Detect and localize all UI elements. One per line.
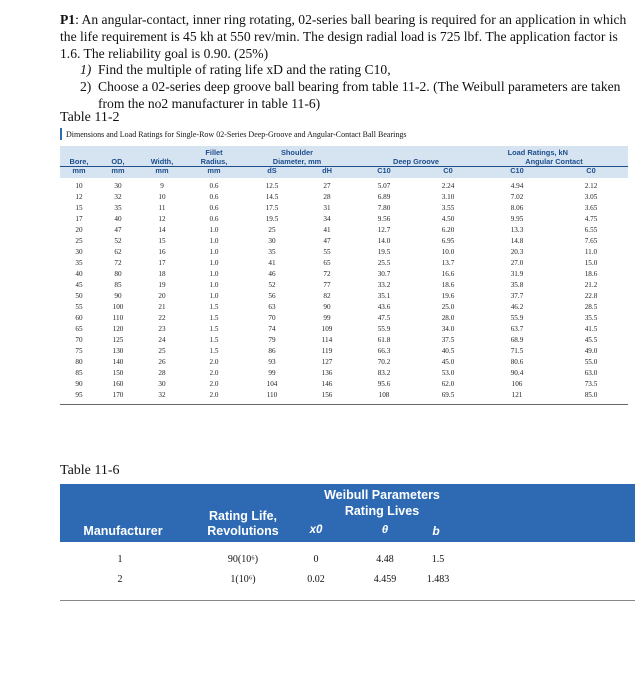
angular-c10-cell: 8.06	[510, 204, 524, 212]
bore-cell: 15	[75, 204, 83, 212]
table-11-6	[60, 484, 635, 602]
shoulder-ds-cell: 56	[268, 292, 276, 300]
deep-groove-c0-cell: 34.0	[441, 325, 455, 333]
shoulder-dh-cell: 65	[323, 259, 331, 267]
caption-accent-bar	[60, 128, 62, 140]
shoulder-dh-cell: 114	[321, 336, 333, 344]
deep-groove-c0-cell: 13.7	[441, 259, 455, 267]
problem-statement	[60, 12, 632, 113]
fillet-radius-cell: 1.0	[209, 237, 219, 245]
angular-c10-cell: 63.7	[510, 325, 524, 333]
table-11-2-body	[60, 178, 628, 405]
width-cell: 11	[158, 204, 166, 212]
problem-text: : An angular-contact, inner ring rotating, 02-series ball bearing is required for an application in which the life requirement is 45 kh at 550 rev/min. The design radial load is 725 lbf. The application factor is 1.6. The reliability goal is 0.90. (25%)	[60, 12, 627, 61]
fillet-radius-cell: 1.5	[209, 325, 219, 333]
theta-cell: 4.459	[373, 574, 397, 585]
od-cell: 125	[112, 336, 124, 344]
requirement-number: 1)	[80, 62, 92, 78]
deep-groove-c0-cell: 4.50	[441, 215, 455, 223]
shoulder-ds-cell: 19.5	[265, 215, 279, 223]
fillet-radius-cell: 1.5	[209, 336, 219, 344]
bore-cell: 40	[75, 270, 83, 278]
deep-groove-c0-cell: 3.55	[441, 204, 455, 212]
header-unit: mm	[186, 167, 242, 178]
bore-cell: 55	[75, 303, 83, 311]
rating-life-cell: 1(10⁶)	[230, 574, 256, 585]
table-row	[60, 178, 628, 192]
table-11-2-caption	[60, 128, 620, 140]
bore-cell: 50	[75, 292, 83, 300]
deep-groove-c10-cell: 70.2	[377, 358, 391, 366]
od-cell: 140	[112, 358, 124, 366]
width-cell: 20	[158, 292, 166, 300]
header-c0-angular: C0	[554, 167, 628, 178]
bore-cell: 10	[75, 182, 83, 190]
width-cell: 16	[158, 248, 166, 256]
requirement-item	[60, 62, 632, 79]
requirement-item	[60, 79, 632, 113]
angular-c0-cell: 49.0	[584, 347, 598, 355]
shoulder-ds-cell: 99	[268, 369, 276, 377]
bore-cell: 70	[75, 336, 83, 344]
angular-c10-cell: 31.9	[510, 270, 524, 278]
table-row	[60, 214, 628, 225]
angular-c0-cell: 3.05	[584, 193, 598, 201]
bore-cell: 80	[75, 358, 83, 366]
header-b: b	[432, 524, 440, 538]
od-cell: 90	[114, 292, 122, 300]
table-11-6-label: Table 11-6	[60, 463, 120, 478]
width-cell: 19	[158, 281, 166, 289]
angular-c0-cell: 2.12	[584, 182, 598, 190]
b-cell: 1.483	[426, 574, 450, 585]
manufacturer-cell: 1	[117, 554, 123, 565]
x0-cell: 0	[313, 554, 319, 565]
angular-c0-cell: 85.0	[554, 390, 628, 405]
od-cell: 30	[114, 182, 122, 190]
shoulder-ds-cell: 46	[268, 270, 276, 278]
table-row	[60, 258, 628, 269]
deep-groove-c10-cell: 108	[352, 390, 416, 405]
od-cell: 62	[114, 248, 122, 256]
od-cell: 80	[114, 270, 122, 278]
bore-cell: 35	[75, 259, 83, 267]
table-11-2-label: Table 11-2	[60, 110, 120, 125]
deep-groove-c0-cell: 25.0	[441, 303, 455, 311]
header-c10-angular: C10	[480, 167, 554, 178]
shoulder-ds-cell: 30	[268, 237, 276, 245]
deep-groove-c10-cell: 83.2	[377, 369, 391, 377]
od-cell: 40	[114, 215, 122, 223]
shoulder-ds-cell: 110	[242, 390, 302, 405]
deep-groove-c0-cell: 45.0	[441, 358, 455, 366]
angular-c10-cell: 106	[511, 380, 523, 388]
header-x0: x0	[309, 524, 323, 536]
header-c0-deep-groove: C0	[416, 167, 480, 178]
angular-c0-cell: 3.65	[584, 204, 598, 212]
deep-groove-c10-cell: 9.56	[377, 215, 391, 223]
angular-c10-cell: 55.9	[510, 314, 524, 322]
shoulder-ds-cell: 86	[268, 347, 276, 355]
angular-c10-cell: 13.3	[510, 226, 524, 234]
fillet-radius-cell: 1.0	[209, 248, 219, 256]
bore-cell: 30	[75, 248, 83, 256]
deep-groove-c10-cell: 61.8	[377, 336, 391, 344]
deep-groove-c0-cell: 62.0	[441, 380, 455, 388]
table-row	[60, 335, 628, 346]
bore-cell: 65	[75, 325, 83, 333]
bore-cell: 90	[75, 380, 83, 388]
header-ds: dS	[242, 167, 302, 178]
deep-groove-c10-cell: 33.2	[377, 281, 391, 289]
angular-c10-cell: 9.95	[510, 215, 524, 223]
od-cell: 120	[112, 325, 124, 333]
angular-c0-cell: 41.5	[584, 325, 598, 333]
shoulder-ds-cell: 63	[268, 303, 276, 311]
deep-groove-c10-cell: 19.5	[377, 248, 391, 256]
width-cell: 24	[158, 336, 166, 344]
shoulder-dh-cell: 31	[323, 204, 331, 212]
od-cell: 32	[114, 193, 122, 201]
deep-groove-c10-cell: 14.0	[377, 237, 391, 245]
table-11-2	[60, 146, 628, 405]
angular-c10-cell: 27.0	[510, 259, 524, 267]
deep-groove-c0-cell: 2.24	[441, 182, 455, 190]
shoulder-dh-cell: 27	[323, 182, 331, 190]
angular-c10-cell: 71.5	[510, 347, 524, 355]
fillet-radius-cell: 0.6	[209, 204, 219, 212]
table-row	[60, 390, 628, 405]
width-cell: 12	[158, 215, 166, 223]
angular-c0-cell: 6.55	[584, 226, 598, 234]
problem-intro	[60, 12, 632, 62]
bore-cell: 20	[75, 226, 83, 234]
angular-c0-cell: 73.5	[584, 380, 598, 388]
angular-c10-cell: 80.6	[510, 358, 524, 366]
deep-groove-c10-cell: 5.07	[377, 182, 391, 190]
angular-c10-cell: 35.8	[510, 281, 524, 289]
shoulder-dh-cell: 47	[323, 237, 331, 245]
requirement-text: Find the multiple of rating life xD and the rating C10,	[98, 62, 391, 78]
bore-cell: 85	[75, 369, 83, 377]
deep-groove-c10-cell: 7.80	[377, 204, 391, 212]
od-cell: 110	[112, 314, 124, 322]
od-cell: 35	[114, 204, 122, 212]
deep-groove-c10-cell: 95.6	[377, 380, 391, 388]
width-cell: 26	[158, 358, 166, 366]
fillet-radius-cell: 2.0	[209, 358, 219, 366]
angular-c0-cell: 7.65	[584, 237, 598, 245]
shoulder-dh-cell: 109	[321, 325, 333, 333]
deep-groove-c0-cell: 6.20	[441, 226, 455, 234]
angular-c10-cell: 46.2	[510, 303, 524, 311]
header-shoulder: Shoulder	[242, 146, 352, 158]
shoulder-dh-cell: 72	[323, 270, 331, 278]
table-row	[60, 302, 628, 313]
bore-cell: 17	[75, 215, 83, 223]
table-row	[60, 346, 628, 357]
od-cell: 47	[114, 226, 122, 234]
shoulder-ds-cell: 14.5	[265, 193, 279, 201]
deep-groove-c10-cell: 35.1	[377, 292, 391, 300]
angular-c0-cell: 22.8	[584, 292, 598, 300]
od-cell: 85	[114, 281, 122, 289]
header-rating-lives: Rating Lives	[344, 504, 420, 518]
header-unit: mm	[60, 167, 98, 178]
od-cell: 100	[112, 303, 124, 311]
width-cell: 32	[138, 390, 186, 405]
table-row	[60, 236, 628, 247]
width-cell: 10	[158, 193, 166, 201]
header-unit: mm	[98, 167, 138, 178]
width-cell: 14	[158, 226, 166, 234]
angular-c0-cell: 11.0	[584, 248, 598, 256]
header-rating-life: Rating Life,	[208, 509, 278, 523]
angular-c10-cell: 14.8	[510, 237, 524, 245]
width-cell: 21	[158, 303, 166, 311]
shoulder-dh-cell: 146	[321, 380, 333, 388]
shoulder-ds-cell: 104	[266, 380, 278, 388]
deep-groove-c0-cell: 18.6	[441, 281, 455, 289]
header-manufacturer: Manufacturer	[83, 524, 163, 538]
table-row	[60, 192, 628, 203]
shoulder-ds-cell: 17.5	[265, 204, 279, 212]
shoulder-dh-cell: 55	[323, 248, 331, 256]
table-row	[60, 225, 628, 236]
table-row	[60, 379, 628, 390]
angular-c0-cell: 15.0	[584, 259, 598, 267]
problem-label: P1	[60, 12, 76, 27]
header-width: Width,	[138, 158, 186, 167]
deep-groove-c10-cell: 6.89	[377, 193, 391, 201]
table-row	[60, 313, 628, 324]
deep-groove-c0-cell: 53.0	[441, 369, 455, 377]
table-row	[60, 357, 628, 368]
header-theta: θ	[381, 524, 389, 536]
bore-cell: 25	[75, 237, 83, 245]
angular-c10-cell: 90.4	[510, 369, 524, 377]
header-load-ratings: Load Ratings, kN	[352, 146, 628, 158]
deep-groove-c0-cell: 37.5	[441, 336, 455, 344]
deep-groove-c10-cell: 66.3	[377, 347, 391, 355]
table-row	[60, 269, 628, 280]
angular-c0-cell: 35.5	[584, 314, 598, 322]
requirement-text: Choose a 02-series deep groove ball bearing from table 11-2. (The Weibull parameters are taken from the no2 manufacturer in table 11-6)	[98, 79, 621, 111]
angular-c10-cell: 121	[480, 390, 554, 405]
width-cell: 17	[158, 259, 166, 267]
deep-groove-c0-cell: 19.6	[441, 292, 455, 300]
shoulder-dh-cell: 99	[323, 314, 331, 322]
fillet-radius-cell: 0.6	[209, 193, 219, 201]
fillet-radius-cell: 1.5	[209, 347, 219, 355]
width-cell: 28	[158, 369, 166, 377]
header-deep-groove: Deep Groove	[352, 158, 480, 167]
header-unit: mm	[138, 167, 186, 178]
shoulder-dh-cell: 82	[323, 292, 331, 300]
table-row	[60, 291, 628, 302]
angular-c10-cell: 37.7	[510, 292, 524, 300]
deep-groove-c0-cell: 16.6	[441, 270, 455, 278]
angular-c0-cell: 45.5	[584, 336, 598, 344]
header-dh: dH	[302, 167, 352, 178]
shoulder-ds-cell: 93	[268, 358, 276, 366]
fillet-radius-cell: 1.0	[209, 226, 219, 234]
shoulder-dh-cell: 34	[323, 215, 331, 223]
bore-cell: 12	[75, 193, 83, 201]
table-row	[60, 203, 628, 214]
shoulder-dh-cell: 77	[323, 281, 331, 289]
b-cell: 1.5	[431, 554, 445, 565]
width-cell: 15	[158, 237, 166, 245]
shoulder-dh-cell: 41	[323, 226, 331, 234]
od-cell: 150	[112, 369, 124, 377]
deep-groove-c10-cell: 30.7	[377, 270, 391, 278]
angular-c10-cell: 4.94	[510, 182, 524, 190]
deep-groove-c0-cell: 6.95	[441, 237, 455, 245]
fillet-radius-cell: 1.0	[209, 270, 219, 278]
fillet-radius-cell: 1.0	[209, 292, 219, 300]
shoulder-dh-cell: 90	[323, 303, 331, 311]
header-angular-contact: Angular Contact	[480, 158, 628, 167]
deep-groove-c10-cell: 12.7	[377, 226, 391, 234]
deep-groove-c10-cell: 43.6	[377, 303, 391, 311]
shoulder-dh-cell: 119	[321, 347, 333, 355]
fillet-radius-cell: 2.0	[186, 390, 242, 405]
shoulder-ds-cell: 41	[268, 259, 276, 267]
fillet-radius-cell: 0.6	[209, 215, 219, 223]
angular-c10-cell: 20.3	[510, 248, 524, 256]
deep-groove-c0-cell: 28.0	[441, 314, 455, 322]
angular-c0-cell: 4.75	[584, 215, 598, 223]
angular-c10-cell: 68.9	[510, 336, 524, 344]
header-revolutions: Revolutions	[207, 524, 279, 538]
deep-groove-c10-cell: 55.9	[377, 325, 391, 333]
angular-c0-cell: 63.0	[584, 369, 598, 377]
table-row	[60, 280, 628, 291]
width-cell: 22	[158, 314, 166, 322]
od-cell: 130	[112, 347, 124, 355]
shoulder-dh-cell: 28	[323, 193, 331, 201]
shoulder-dh-cell: 136	[321, 369, 333, 377]
width-cell: 9	[160, 182, 164, 190]
header-weibull-parameters: Weibull Parameters	[324, 488, 440, 502]
od-cell: 72	[114, 259, 122, 267]
width-cell: 30	[158, 380, 166, 388]
angular-c0-cell: 18.6	[584, 270, 598, 278]
fillet-radius-cell: 1.0	[209, 259, 219, 267]
angular-c0-cell: 55.0	[584, 358, 598, 366]
manufacturer-cell: 2	[117, 574, 123, 585]
theta-cell: 4.48	[376, 554, 394, 565]
shoulder-ds-cell: 52	[268, 281, 276, 289]
table-bottom-rule	[60, 600, 635, 601]
header-diameter: Diameter, mm	[242, 158, 352, 167]
shoulder-ds-cell: 35	[268, 248, 276, 256]
fillet-radius-cell: 0.6	[209, 182, 219, 190]
bore-cell: 45	[75, 281, 83, 289]
bore-cell: 60	[75, 314, 83, 322]
fillet-radius-cell: 2.0	[209, 380, 219, 388]
od-cell: 52	[114, 237, 122, 245]
requirement-number: 2)	[80, 79, 92, 95]
shoulder-ds-cell: 70	[268, 314, 276, 322]
header-fillet: Fillet	[186, 146, 242, 158]
angular-c0-cell: 28.5	[584, 303, 598, 311]
caption-text: Dimensions and Load Ratings for Single-Row 02-Series Deep-Groove and Angular-Contact Ball Bearings	[66, 129, 407, 139]
shoulder-ds-cell: 12.5	[265, 182, 279, 190]
header-c10-deep-groove: C10	[352, 167, 416, 178]
bore-cell: 75	[75, 347, 83, 355]
x0-cell: 0.02	[307, 574, 325, 585]
bore-cell: 95	[60, 390, 98, 405]
shoulder-dh-cell: 127	[321, 358, 333, 366]
shoulder-ds-cell: 25	[268, 226, 276, 234]
width-cell: 25	[158, 347, 166, 355]
header-radius: Radius,	[186, 158, 242, 167]
fillet-radius-cell: 1.5	[209, 303, 219, 311]
header-od: OD,	[98, 158, 138, 167]
od-cell: 160	[112, 380, 124, 388]
od-cell: 170	[98, 390, 138, 405]
angular-c0-cell: 21.2	[584, 281, 598, 289]
fillet-radius-cell: 1.5	[209, 314, 219, 322]
table-row	[60, 247, 628, 258]
deep-groove-c0-cell: 69.5	[416, 390, 480, 405]
shoulder-ds-cell: 74	[268, 325, 276, 333]
width-cell: 23	[158, 325, 166, 333]
shoulder-dh-cell: 156	[302, 390, 352, 405]
deep-groove-c0-cell: 10.0	[441, 248, 455, 256]
fillet-radius-cell: 2.0	[209, 369, 219, 377]
angular-c10-cell: 7.02	[510, 193, 524, 201]
table-row	[60, 324, 628, 335]
width-cell: 18	[158, 270, 166, 278]
deep-groove-c10-cell: 25.5	[377, 259, 391, 267]
fillet-radius-cell: 1.0	[209, 281, 219, 289]
deep-groove-c10-cell: 47.5	[377, 314, 391, 322]
problem-requirements	[60, 62, 632, 112]
header-bore: Bore,	[60, 158, 98, 167]
shoulder-ds-cell: 79	[268, 336, 276, 344]
rating-life-cell: 90(10⁶)	[227, 554, 259, 565]
deep-groove-c0-cell: 40.5	[441, 347, 455, 355]
deep-groove-c0-cell: 3.10	[441, 193, 455, 201]
table-row	[60, 368, 628, 379]
